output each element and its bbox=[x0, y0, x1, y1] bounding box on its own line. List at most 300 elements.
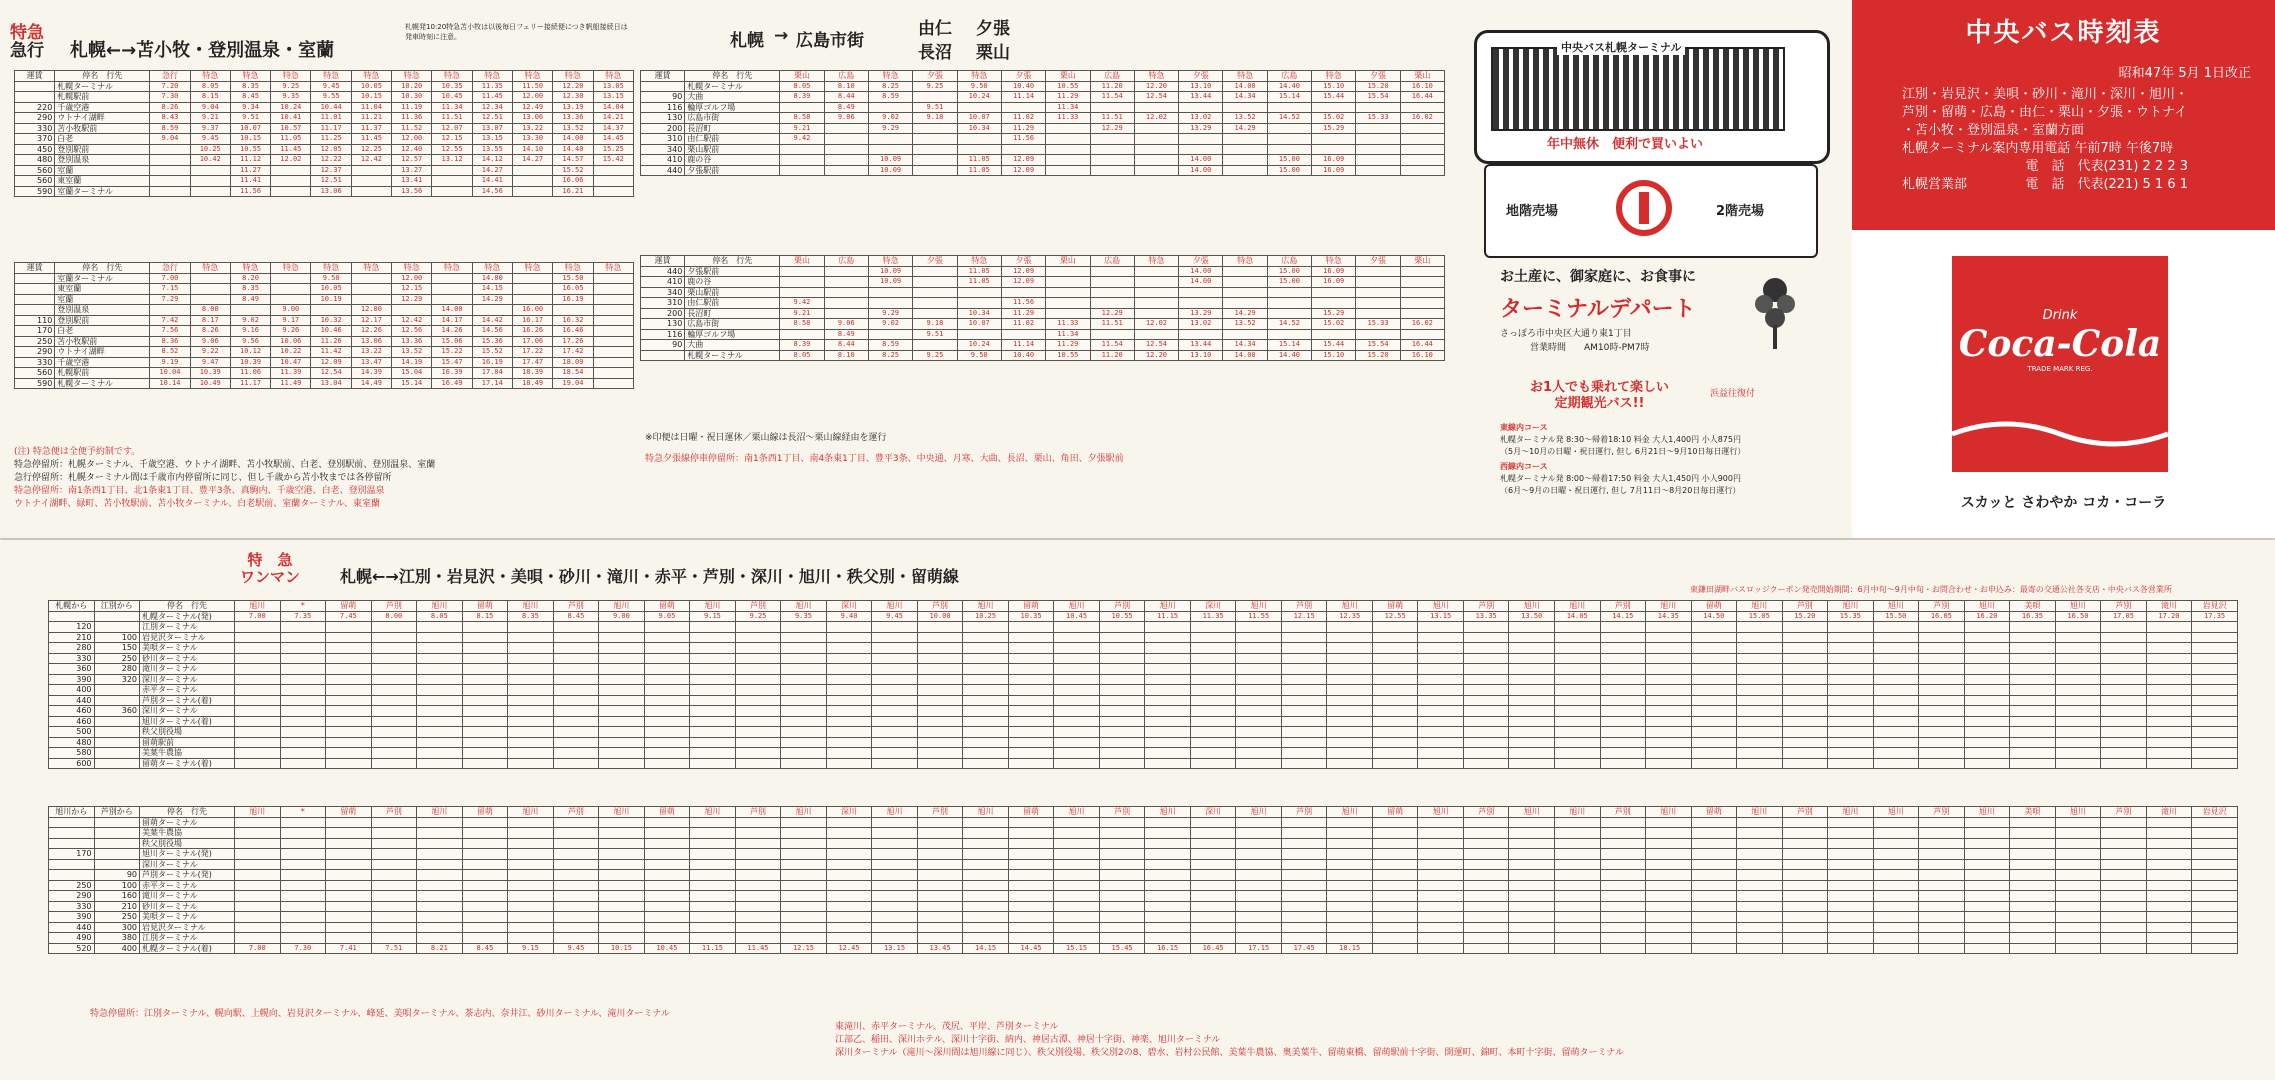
time-cell bbox=[1312, 298, 1356, 309]
fare-cell: 250 bbox=[49, 880, 95, 891]
time-cell bbox=[1919, 758, 1965, 769]
time-cell: 14.10 bbox=[512, 144, 552, 155]
fare-header: 運賃 bbox=[15, 71, 55, 82]
time-cell: 12.00 bbox=[392, 134, 432, 145]
time-cell bbox=[2101, 828, 2147, 839]
time-cell: 10.24 bbox=[957, 92, 1001, 103]
time-cell bbox=[1646, 912, 1692, 923]
time-cell: 9.51 bbox=[230, 113, 270, 124]
time-cell bbox=[735, 880, 781, 891]
time-cell bbox=[1600, 643, 1646, 654]
time-cell bbox=[1463, 632, 1509, 643]
time-cell bbox=[1372, 859, 1418, 870]
time-cell bbox=[1372, 685, 1418, 696]
time-cell bbox=[735, 870, 781, 881]
time-cell bbox=[1782, 859, 1828, 870]
time-cell bbox=[1327, 632, 1373, 643]
time-cell bbox=[2101, 706, 2147, 717]
time-cell bbox=[1372, 727, 1418, 738]
time-cell bbox=[593, 273, 633, 284]
time-cell bbox=[1646, 922, 1692, 933]
fare-cell: 210 bbox=[49, 632, 95, 643]
time-cell: 13.52 bbox=[392, 347, 432, 358]
coke-trade: TRADE MARK REG. bbox=[2027, 365, 2093, 373]
time-cell: 8.59 bbox=[868, 92, 912, 103]
time-cell bbox=[1418, 695, 1464, 706]
flower-icon bbox=[1750, 270, 1800, 350]
service-header: 夕張 bbox=[913, 71, 957, 82]
time-cell bbox=[1554, 943, 1600, 954]
service-header: 夕張 bbox=[1001, 71, 1045, 82]
time-cell bbox=[1964, 901, 2010, 912]
time-cell: 9.02 bbox=[230, 315, 270, 326]
route1-title: 札幌←→苫小牧・登別温泉・室蘭 bbox=[70, 40, 335, 60]
time-cell: 15.00 bbox=[1267, 266, 1311, 277]
service-header: 特急 bbox=[868, 71, 912, 82]
service-header: 急行 bbox=[150, 263, 190, 274]
time-cell bbox=[1691, 828, 1737, 839]
time-cell bbox=[644, 838, 690, 849]
time-cell bbox=[690, 643, 736, 654]
time-cell bbox=[1600, 922, 1646, 933]
station-cell: ウトナイ湖畔 bbox=[55, 113, 150, 124]
time-cell: 14.37 bbox=[593, 123, 633, 134]
time-cell: 14.00 bbox=[1223, 350, 1267, 361]
time-cell bbox=[735, 674, 781, 685]
time-cell bbox=[644, 870, 690, 881]
time-cell bbox=[1145, 716, 1191, 727]
time-cell bbox=[826, 849, 872, 860]
time-cell bbox=[690, 901, 736, 912]
time-cell bbox=[735, 622, 781, 633]
station-cell: 苫小牧駅前 bbox=[55, 123, 150, 134]
time-cell bbox=[781, 695, 827, 706]
time-cell: 12.54 bbox=[1134, 340, 1178, 351]
time-cell: 11.20 bbox=[1090, 81, 1134, 92]
time-cell: 11.05 bbox=[957, 155, 1001, 166]
time-cell: 7.30 bbox=[280, 943, 326, 954]
time-cell bbox=[1008, 737, 1054, 748]
time-cell: 16.10 bbox=[1400, 350, 1444, 361]
time-cell bbox=[1312, 134, 1356, 145]
time-cell bbox=[371, 817, 417, 828]
cover-tel: 電 話 代表(231) 2 2 2 3 bbox=[2025, 159, 2189, 174]
time-cell bbox=[1281, 748, 1327, 759]
route1-down-panel bbox=[14, 70, 634, 260]
time-cell: 12.17 bbox=[351, 315, 391, 326]
station-cell: 秩父別役場 bbox=[140, 838, 235, 849]
time-cell bbox=[1372, 933, 1418, 944]
time-cell bbox=[417, 706, 463, 717]
time-cell bbox=[1054, 716, 1100, 727]
time-cell bbox=[2055, 643, 2101, 654]
time-cell bbox=[1509, 674, 1555, 685]
service-header: 留萌 bbox=[1008, 601, 1054, 612]
time-cell bbox=[1008, 643, 1054, 654]
time-cell bbox=[326, 622, 372, 633]
time-cell bbox=[1782, 891, 1828, 902]
time-cell bbox=[432, 294, 472, 305]
time-cell bbox=[599, 748, 645, 759]
time-cell bbox=[2192, 859, 2238, 870]
route3-title: 札幌←→江別・岩見沢・美唄・砂川・滝川・赤平・芦別・深川・旭川・秩父別・留萌線 bbox=[340, 567, 959, 586]
time-cell bbox=[1281, 849, 1327, 860]
time-cell bbox=[326, 685, 372, 696]
time-cell: 9.06 bbox=[824, 319, 868, 330]
time-cell bbox=[235, 849, 281, 860]
fare-cell: 300 bbox=[94, 922, 140, 933]
time-cell bbox=[417, 643, 463, 654]
time-cell bbox=[351, 273, 391, 284]
time-cell bbox=[913, 277, 957, 288]
time-cell: 14.19 bbox=[392, 357, 432, 368]
time-cell bbox=[826, 828, 872, 839]
time-cell bbox=[1356, 266, 1400, 277]
time-cell bbox=[2010, 912, 2056, 923]
table-row bbox=[49, 674, 2238, 685]
time-cell bbox=[2146, 706, 2192, 717]
fare-cell: 200 bbox=[641, 308, 685, 319]
time-cell bbox=[417, 817, 463, 828]
time-cell bbox=[371, 828, 417, 839]
time-cell bbox=[417, 664, 463, 675]
time-cell: 9.50 bbox=[957, 81, 1001, 92]
time-cell bbox=[1134, 134, 1178, 145]
time-cell bbox=[1327, 706, 1373, 717]
time-cell: 11.42 bbox=[311, 347, 351, 358]
service-header: 広島 bbox=[1267, 256, 1311, 267]
time-cell bbox=[1400, 308, 1444, 319]
time-cell bbox=[553, 727, 599, 738]
table-row bbox=[49, 891, 2238, 902]
service-header: 芦別 bbox=[371, 807, 417, 818]
time-cell: 13.02 bbox=[1179, 319, 1223, 330]
time-cell bbox=[1646, 901, 1692, 912]
time-cell: 15.22 bbox=[432, 347, 472, 358]
time-cell bbox=[1919, 870, 1965, 881]
time-cell bbox=[2192, 758, 2238, 769]
time-cell bbox=[1463, 933, 1509, 944]
time-cell: 17.45 bbox=[1281, 943, 1327, 954]
time-cell bbox=[781, 706, 827, 717]
time-cell: 10.40 bbox=[1001, 350, 1045, 361]
time-cell bbox=[1600, 901, 1646, 912]
time-cell: 9.35 bbox=[271, 92, 311, 103]
time-cell: 13.22 bbox=[351, 347, 391, 358]
time-cell bbox=[913, 165, 957, 176]
fare-cell: 330 bbox=[49, 901, 95, 912]
time-cell bbox=[1828, 622, 1874, 633]
table-row bbox=[15, 92, 634, 103]
time-cell: 10.55 bbox=[1046, 350, 1090, 361]
time-cell: 17.05 bbox=[2101, 611, 2147, 622]
time-cell bbox=[1236, 622, 1282, 633]
time-cell bbox=[1400, 266, 1444, 277]
time-cell: 9.56 bbox=[230, 336, 270, 347]
station-cell: 旭川ターミナル(発) bbox=[140, 849, 235, 860]
time-cell bbox=[1372, 870, 1418, 881]
route1-header bbox=[10, 20, 630, 60]
time-cell bbox=[1737, 828, 1783, 839]
time-cell: 16.49 bbox=[432, 378, 472, 389]
time-cell: 11.49 bbox=[271, 378, 311, 389]
time-cell bbox=[644, 643, 690, 654]
time-cell bbox=[644, 706, 690, 717]
time-cell bbox=[963, 737, 1009, 748]
time-cell: 8.45 bbox=[462, 943, 508, 954]
route2-b: 夕張 bbox=[976, 19, 1010, 39]
time-cell: 11.52 bbox=[392, 123, 432, 134]
time-cell bbox=[1737, 880, 1783, 891]
time-cell: 14.42 bbox=[472, 315, 512, 326]
fare-cell: 590 bbox=[15, 186, 55, 197]
time-cell: 9.15 bbox=[690, 611, 736, 622]
time-cell bbox=[872, 849, 918, 860]
time-cell bbox=[2010, 922, 2056, 933]
time-cell bbox=[1236, 880, 1282, 891]
time-cell bbox=[1919, 632, 1965, 643]
service-header: 特急 bbox=[392, 71, 432, 82]
time-cell: 12.56 bbox=[392, 326, 432, 337]
time-cell bbox=[2010, 870, 2056, 881]
fare-cell: 116 bbox=[641, 102, 685, 113]
time-cell: 13.55 bbox=[472, 144, 512, 155]
time-cell: 17.15 bbox=[1236, 943, 1282, 954]
time-cell bbox=[1090, 287, 1134, 298]
time-cell bbox=[1873, 653, 1919, 664]
floor-box bbox=[1484, 164, 1818, 258]
time-cell bbox=[512, 273, 552, 284]
time-cell bbox=[1554, 849, 1600, 860]
time-cell: 14.29 bbox=[1223, 308, 1267, 319]
route1-notes bbox=[14, 446, 634, 526]
time-cell: 12.00 bbox=[351, 305, 391, 316]
time-cell: 12.09 bbox=[311, 357, 351, 368]
time-cell bbox=[1001, 144, 1045, 155]
time-cell bbox=[417, 716, 463, 727]
time-cell: 16.39 bbox=[432, 368, 472, 379]
time-cell bbox=[190, 165, 230, 176]
time-cell bbox=[1418, 933, 1464, 944]
station-cell: 岩見沢ターミナル bbox=[140, 632, 235, 643]
time-cell bbox=[1463, 737, 1509, 748]
time-cell bbox=[2010, 653, 2056, 664]
time-cell bbox=[235, 674, 281, 685]
time-cell bbox=[1327, 653, 1373, 664]
time-cell: 14.05 bbox=[1554, 611, 1600, 622]
time-cell bbox=[1267, 329, 1311, 340]
time-cell: 12.15 bbox=[1281, 611, 1327, 622]
time-cell bbox=[868, 102, 912, 113]
time-cell bbox=[1646, 727, 1692, 738]
floor-right: 2階売場 bbox=[1716, 204, 1765, 219]
time-cell bbox=[1646, 758, 1692, 769]
time-cell: 10.14 bbox=[150, 378, 190, 389]
time-cell bbox=[1099, 891, 1145, 902]
time-cell bbox=[1463, 643, 1509, 654]
time-cell bbox=[1372, 748, 1418, 759]
time-cell bbox=[280, 933, 326, 944]
ad-tagline: お土産に、御家庭に、お食事に bbox=[1500, 269, 1696, 285]
service-header: 留萌 bbox=[326, 601, 372, 612]
time-cell bbox=[1919, 933, 1965, 944]
time-cell bbox=[2192, 817, 2238, 828]
time-cell bbox=[508, 737, 554, 748]
time-cell bbox=[280, 828, 326, 839]
time-cell bbox=[2146, 695, 2192, 706]
time-cell bbox=[235, 727, 281, 738]
time-cell bbox=[1145, 632, 1191, 643]
time-cell bbox=[1554, 695, 1600, 706]
time-cell: 10.22 bbox=[271, 347, 311, 358]
time-cell bbox=[1054, 622, 1100, 633]
time-cell bbox=[872, 891, 918, 902]
time-cell bbox=[1828, 653, 1874, 664]
route1-kind-bottom: 急行 bbox=[10, 41, 44, 60]
station-cell: 深川ターミナル bbox=[140, 706, 235, 717]
time-cell bbox=[1964, 891, 2010, 902]
cover-routes-line: 江別・岩見沢・美唄・砂川・滝川・深川・旭川・ bbox=[1902, 87, 2189, 102]
time-cell bbox=[1964, 674, 2010, 685]
time-cell bbox=[1509, 880, 1555, 891]
route2-a: 由仁 bbox=[918, 19, 952, 39]
time-cell: 10.42 bbox=[190, 155, 230, 166]
time-cell: 13.22 bbox=[512, 123, 552, 134]
service-header: 特急 bbox=[311, 71, 351, 82]
time-cell bbox=[462, 880, 508, 891]
time-cell bbox=[2146, 716, 2192, 727]
time-cell bbox=[1099, 849, 1145, 860]
time-cell bbox=[1372, 901, 1418, 912]
time-cell: 16.02 bbox=[1400, 319, 1444, 330]
fare-cell bbox=[49, 838, 95, 849]
time-cell bbox=[1090, 144, 1134, 155]
time-cell bbox=[1281, 716, 1327, 727]
time-cell bbox=[2101, 748, 2147, 759]
station-cell: 芦別ターミナル(発) bbox=[140, 870, 235, 881]
time-cell bbox=[1509, 727, 1555, 738]
time-cell bbox=[508, 685, 554, 696]
time-cell bbox=[512, 284, 552, 295]
time-cell bbox=[781, 737, 827, 748]
service-header: 栗山 bbox=[780, 256, 824, 267]
time-cell: 8.21 bbox=[417, 943, 463, 954]
time-cell bbox=[735, 828, 781, 839]
time-cell bbox=[690, 912, 736, 923]
time-cell bbox=[1828, 758, 1874, 769]
time-cell bbox=[1046, 155, 1090, 166]
time-cell bbox=[781, 653, 827, 664]
time-cell bbox=[1782, 632, 1828, 643]
time-cell bbox=[690, 737, 736, 748]
time-cell: 9.25 bbox=[913, 350, 957, 361]
time-cell bbox=[1281, 859, 1327, 870]
time-cell bbox=[462, 737, 508, 748]
service-header: 芦別 bbox=[2101, 601, 2147, 612]
time-cell: 8.35 bbox=[230, 284, 270, 295]
time-cell bbox=[271, 273, 311, 284]
time-cell bbox=[781, 901, 827, 912]
fare-header: 運賃 bbox=[641, 256, 685, 267]
time-cell bbox=[1691, 706, 1737, 717]
time-cell: 15.02 bbox=[1312, 113, 1356, 124]
time-cell: 12.02 bbox=[271, 155, 311, 166]
table-row bbox=[641, 266, 1445, 277]
time-cell bbox=[2146, 817, 2192, 828]
time-cell bbox=[1554, 727, 1600, 738]
time-cell bbox=[1223, 266, 1267, 277]
service-header: 特急 bbox=[351, 71, 391, 82]
tour-text: お1人でも乗れて楽しい 定期観光バス!! bbox=[1530, 380, 1670, 411]
time-cell bbox=[957, 287, 1001, 298]
time-cell bbox=[1509, 901, 1555, 912]
time-cell: 10.20 bbox=[392, 81, 432, 92]
service-header: 旭川 bbox=[417, 601, 463, 612]
time-cell bbox=[1327, 870, 1373, 881]
time-cell bbox=[1782, 727, 1828, 738]
service-header: 特急 bbox=[230, 71, 270, 82]
time-cell bbox=[1418, 737, 1464, 748]
time-cell bbox=[872, 859, 918, 870]
time-cell bbox=[280, 685, 326, 696]
time-cell: 16.45 bbox=[1190, 943, 1236, 954]
time-cell bbox=[1190, 695, 1236, 706]
time-cell bbox=[472, 305, 512, 316]
time-cell bbox=[1919, 685, 1965, 696]
time-cell bbox=[1554, 622, 1600, 633]
time-cell bbox=[1919, 706, 1965, 717]
time-cell: 8.49 bbox=[824, 329, 868, 340]
time-cell bbox=[1372, 706, 1418, 717]
time-cell bbox=[1646, 838, 1692, 849]
time-cell bbox=[2146, 901, 2192, 912]
time-cell: 13.05 bbox=[593, 81, 633, 92]
time-cell bbox=[1099, 758, 1145, 769]
time-cell bbox=[553, 695, 599, 706]
time-cell: 14.41 bbox=[472, 176, 512, 187]
time-cell bbox=[1400, 165, 1444, 176]
time-cell bbox=[1600, 632, 1646, 643]
fare-cell: 560 bbox=[15, 368, 55, 379]
time-cell bbox=[1134, 266, 1178, 277]
time-cell bbox=[1327, 727, 1373, 738]
time-cell: 19.04 bbox=[553, 378, 593, 389]
time-cell bbox=[1281, 838, 1327, 849]
time-cell bbox=[957, 102, 1001, 113]
time-cell: 7.20 bbox=[150, 81, 190, 92]
service-header: 広島 bbox=[1267, 71, 1311, 82]
time-cell: 11.45 bbox=[472, 92, 512, 103]
service-header: 深川 bbox=[826, 601, 872, 612]
time-cell bbox=[553, 849, 599, 860]
time-cell: 11.51 bbox=[432, 113, 472, 124]
time-cell bbox=[462, 758, 508, 769]
time-cell: 14.00 bbox=[1223, 81, 1267, 92]
time-cell bbox=[1418, 912, 1464, 923]
time-cell bbox=[1873, 849, 1919, 860]
time-cell bbox=[1145, 880, 1191, 891]
time-cell bbox=[1190, 933, 1236, 944]
time-cell bbox=[1327, 859, 1373, 870]
time-cell: 16.02 bbox=[1400, 113, 1444, 124]
time-cell bbox=[1509, 849, 1555, 860]
time-cell bbox=[371, 706, 417, 717]
fare-cell: 330 bbox=[15, 357, 55, 368]
time-cell bbox=[280, 912, 326, 923]
time-cell bbox=[1281, 922, 1327, 933]
time-cell bbox=[1554, 859, 1600, 870]
station-cell: 夕張駅前 bbox=[685, 266, 780, 277]
